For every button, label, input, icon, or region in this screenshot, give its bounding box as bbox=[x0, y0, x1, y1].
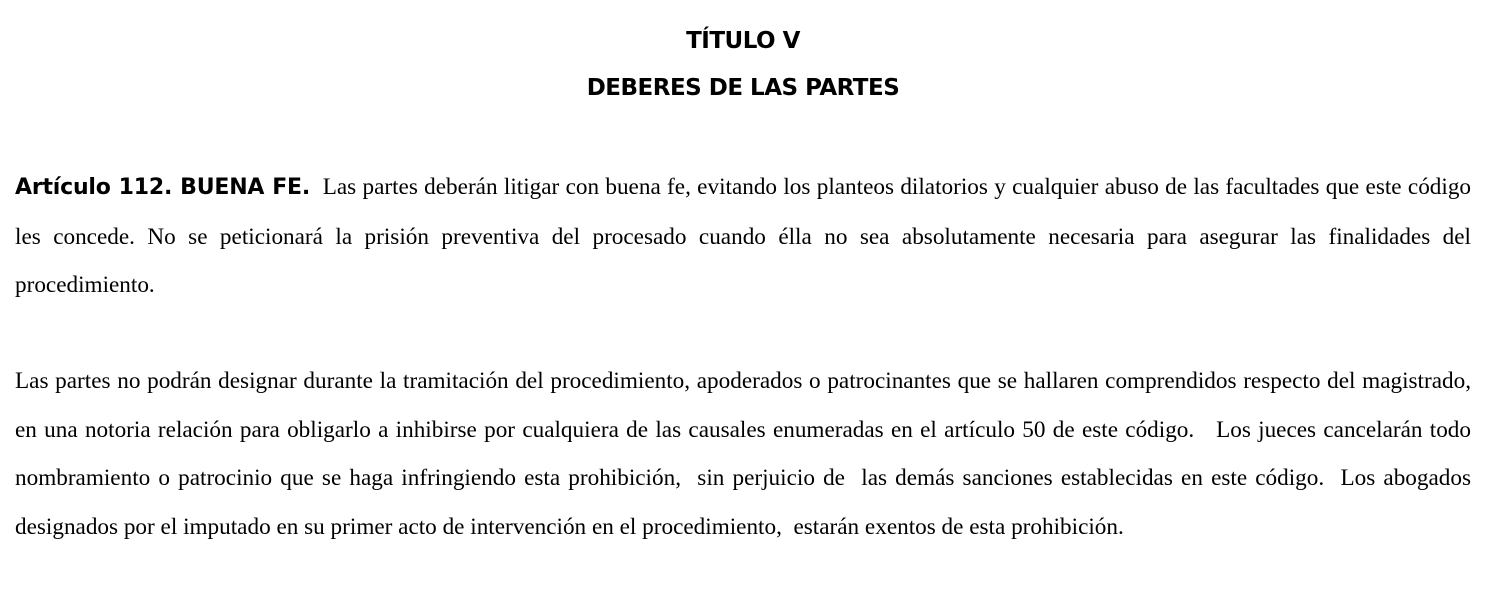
title-number: TÍTULO V bbox=[686, 28, 800, 54]
article-paragraph-1-text: Las partes deberán litigar con buena fe, evitando los planteos dilatorios y cualquier abuso de las facultades que este código les concede. No se peticionará la prisión preventiva del procesado cuando élla no sea absolutamente necesaria para asegurar las finalidades del procedimiento. bbox=[15, 174, 1472, 299]
title-heading: DEBERES DE LAS PARTES bbox=[586, 75, 900, 101]
article-heading: Artículo 112. BUENA FE. bbox=[15, 175, 311, 200]
article-paragraph-1 bbox=[15, 163, 1471, 310]
article-paragraph-2: Las partes no podrán designar durante la tramitación del procedimiento, apoderados o patrocinantes que se hallaren comprendidos respecto del magistrado, en una notoria relación para obligarlo a inhibirse por cualquiera de las causales enumeradas en el artículo 50 de este código. Los jueces cancelarán todo nombramiento o patrocinio que se haga infringiendo esta prohibición, sin perjuicio de las demás sanciones establecidas en este código. Los abogados designados por el imputado en su primer acto de intervención en el procedimiento, estarán exentos de esta prohibición. bbox=[15, 368, 1483, 540]
